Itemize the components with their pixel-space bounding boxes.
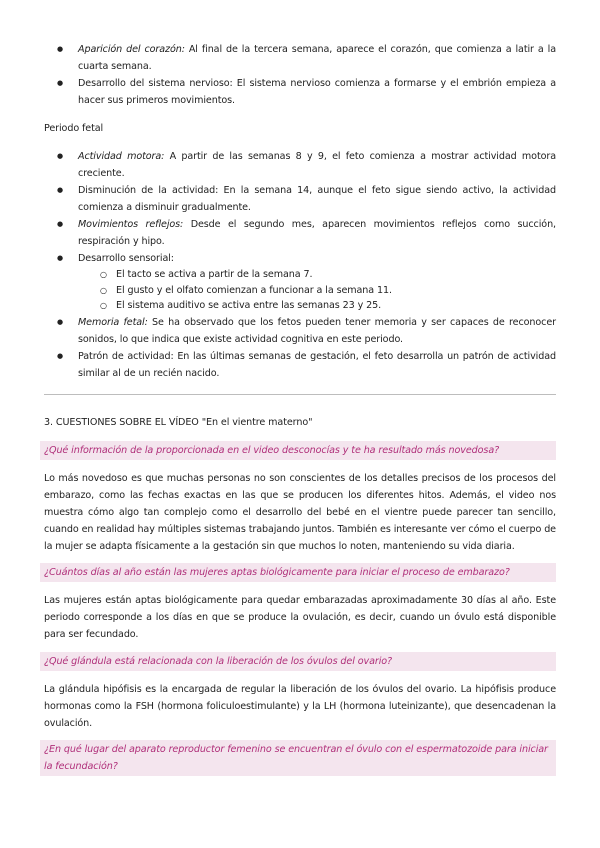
horizontal-divider (44, 394, 556, 395)
list-item (44, 348, 556, 382)
item-text: Se ha observado que los fetos pueden tener memoria y ser capaces de reconocer sonidos, lo que indica que existe actividad cognitiva en este periodo. (78, 316, 556, 345)
item-term: Aparición del corazón: (78, 44, 185, 55)
item-text: Disminución de la actividad: En la semana 14, aunque el feto sigue siendo activo, la actividad comienza a disminuir gradualmente. (78, 185, 556, 213)
list-item (44, 148, 556, 182)
answer-1: Lo más novedoso es que muchas personas no son conscientes de los detalles precisos de los procesos del embarazo, como las fechas exactas en las que se producen los diferentes hitos. Además, el video nos muestra cómo algo tan complejo como el desarrollo del bebé en el vientre puede parecer tan sencillo, cuando en realidad hay múltiples sistemas trabajando juntos. También es interesante ver cómo el cuerpo de la mujer se adapta físicamente a la gestación sin que muchos lo noten, manteniendo su vida diaria. (44, 473, 556, 552)
item-text: Al final de la tercera semana, aparece el corazón, que comienza a latir a la cuarta semana. (78, 44, 556, 72)
item-text: A partir de las semanas 8 y 9, el feto comienza a mostrar actividad motora creciente. (78, 151, 557, 179)
item-term: Memoria fetal: (78, 316, 148, 328)
question-2: ¿Cuántos días al año están las mujeres aptas biológicamente para iniciar el proceso de embarazo? (40, 563, 556, 582)
embryonic-list (44, 41, 556, 109)
list-item (44, 216, 556, 250)
item-term: Actividad motora: (78, 151, 165, 162)
list-item (44, 250, 556, 314)
answer-2: Las mujeres están aptas biológicamente para quedar embarazadas aproximadamente 30 días al año. Este periodo corresponde a los días en que se produce la ovulación, es decir, cuando un óvulo está disponible para ser fecundado. (44, 595, 556, 640)
list-item (44, 314, 556, 348)
item-text: Desarrollo del sistema nervioso: El sistema nervioso comienza a formarse y el embrión empieza a hacer sus primeros movimientos. (78, 78, 556, 106)
embryonic-list-block (44, 41, 556, 109)
list-item (44, 182, 556, 216)
list-item (44, 41, 556, 75)
sublist-item: ○ El gusto y el olfato comienzan a funcionar a la semana 11. (78, 283, 556, 299)
sensory-sublist (78, 267, 556, 314)
section-title: 3. CUESTIONES SOBRE EL VÍDEO "En el vientre materno" (44, 417, 313, 428)
sublist-item: ○ El sistema auditivo se activa entre las semanas 23 y 25. (78, 298, 556, 314)
item-text: Desde el segundo mes, aparecen movimientos reflejos como succión, respiración y hipo. (78, 219, 556, 247)
question-3: ¿Qué glándula está relacionada con la liberación de los óvulos del ovario? (40, 652, 556, 671)
fetal-list-block (44, 148, 556, 382)
item-text: Desarrollo sensorial: (78, 253, 174, 264)
item-text: Patrón de actividad: En las últimas semanas de gestación, el feto desarrolla un patrón de actividad similar al de un recién nacido. (78, 350, 556, 379)
item-term: Movimientos reflejos: (78, 219, 184, 230)
answer-3: La glándula hipófisis es la encargada de regular la liberación de los óvulos del ovario. La hipófisis produce hormonas como la FSH (hormona foliculoestimulante) y la LH (hormona luteinizante), que desencadenan la ovulación. (44, 684, 556, 729)
question-4: ¿En qué lugar del aparato reproductor femenino se encuentran el óvulo con el espermatozoide para iniciar la fecundación? (40, 740, 556, 776)
fetal-heading: Periodo fetal (44, 123, 104, 134)
question-1: ¿Qué información de la proporcionada en el video desconocías y te ha resultado más novedosa? (40, 441, 556, 460)
list-item (44, 75, 556, 109)
sublist-item: ○ El tacto se activa a partir de la semana 7. (78, 267, 556, 283)
fetal-list (44, 148, 556, 382)
